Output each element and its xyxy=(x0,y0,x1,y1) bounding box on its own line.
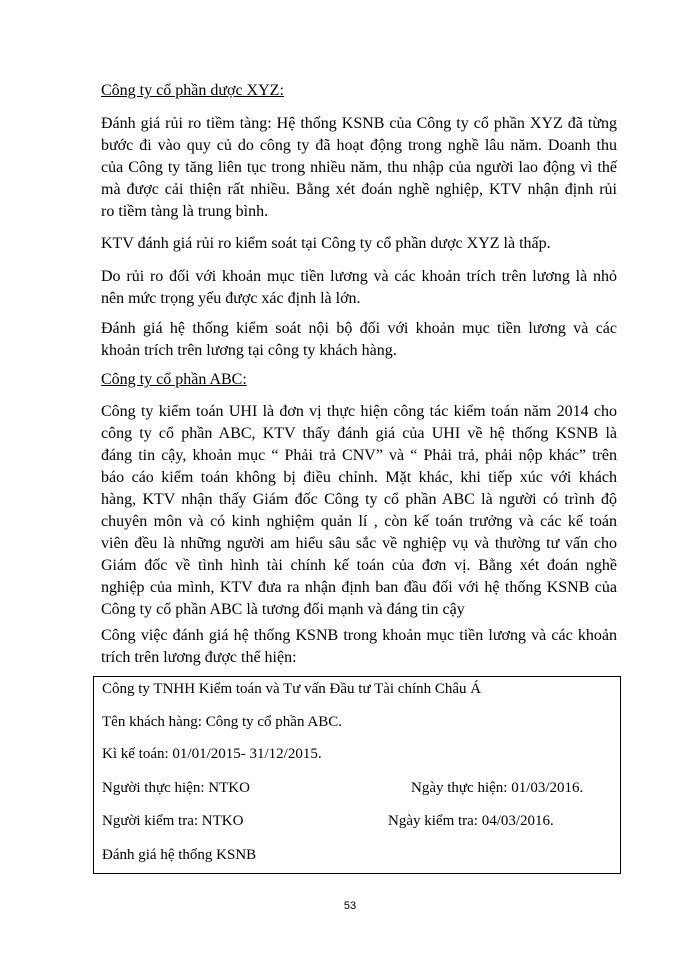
text-line: hàng, KTV nhận thấy Giám đốc Công ty cổ phần ABC là người có trình độ xyxy=(101,491,617,508)
paragraph-abc-work xyxy=(101,625,617,669)
text-line: Do rủi ro đối với khoản mục tiền lương và các khoản trích trên lương là nhỏ xyxy=(101,268,617,285)
reviewer: Người kiểm tra: NTKO xyxy=(102,813,244,829)
section-heading-xyz: Công ty cổ phần dược XYZ: xyxy=(101,82,284,99)
accounting-period: Kì kế toán: 01/01/2015- 31/12/2015. xyxy=(102,746,322,762)
paragraph-abc-assessment xyxy=(101,401,617,621)
client-name: Tên khách hàng: Công ty cổ phần ABC. xyxy=(102,714,342,730)
text-line: đáng tin cậy, khoản mục “ Phải trả CNV” và “ Phải trả, phải nộp khác” trên xyxy=(101,447,617,464)
text-line: ro tiềm tàng là trung bình. xyxy=(101,203,269,220)
page-number: 53 xyxy=(343,900,357,912)
text-line: Đánh giá hệ thống kiểm soát nội bộ đối với khoản mục tiền lương và các xyxy=(101,320,617,337)
text-line: mà được cải thiện rất nhiều. Bằng xét đoán nghề nghiệp, KTV nhận định rủi xyxy=(101,181,617,198)
text-line: nghiệp của mình, KTV đưa ra nhận định ban đầu đối với hệ thống KSNB của xyxy=(101,579,617,596)
section-heading-abc: Công ty cổ phần ABC: xyxy=(101,371,247,388)
text-line: trích trên lương được thể hiện: xyxy=(101,649,297,666)
text-line: Công việc đánh giá hệ thống KSNB trong khoản mục tiền lương và các khoản xyxy=(101,627,617,644)
text-line: Công ty kiểm toán UHI là đơn vị thực hiện công tác kiểm toán năm 2014 cho xyxy=(101,403,617,420)
paragraph-xyz-internal-control xyxy=(101,318,617,362)
text-line: Công ty cổ phần ABC là tương đối mạnh và đáng tin cậy xyxy=(101,601,465,618)
text-line: công ty cổ phần ABC, KTV thấy đánh giá của UHI về hệ thống KSNB là xyxy=(101,425,617,442)
text-line: báo cáo kiểm toán không bị điều chỉnh. Mặt khác, khi tiếp xúc với khách xyxy=(101,469,617,486)
performer: Người thực hiện: NTKO xyxy=(102,780,250,796)
text-line: bước đi vào quy củ do công ty đã hoạt động trong nghề lâu năm. Doanh thu xyxy=(101,137,617,154)
text-line: của Công ty tăng liên tục trong nhiều năm, thu nhập của người lao động vì thế xyxy=(101,159,617,176)
review-date: Ngày kiểm tra: 04/03/2016. xyxy=(388,813,554,829)
paragraph-xyz-risk xyxy=(101,113,617,223)
text-line: chuyên môn và có kinh nghiệm quản lí , còn kế toán trưởng và các kế toán xyxy=(101,513,617,530)
text-line: Giám đốc về tình hình tài chính kế toán của đơn vị. Bằng xét đoán nghề xyxy=(101,557,617,574)
working-paper-title: Đánh giá hệ thống KSNB xyxy=(102,847,257,863)
perform-date: Ngày thực hiện: 01/03/2016. xyxy=(411,780,584,796)
text-line: nên mức trọng yếu được xác định là lớn. xyxy=(101,290,361,307)
paragraph-xyz-control-risk xyxy=(101,233,617,255)
text-line: khoản trích trên lương tại công ty khách hàng. xyxy=(101,342,397,359)
text-line: Đánh giá rủi ro tiềm tàng: Hệ thống KSNB của Công ty cổ phần XYZ đã từng xyxy=(101,115,617,132)
text-line: KTV đánh giá rủi ro kiểm soát tại Công ty cổ phần dược XYZ là thấp. xyxy=(101,235,551,252)
working-paper-header-box xyxy=(93,676,621,874)
paragraph-xyz-materiality xyxy=(101,266,617,310)
text-line: viên đều là những người am hiểu sâu sắc về nghiệp vụ và thường tư vấn cho xyxy=(101,535,617,552)
audit-firm-name: Công ty TNHH Kiểm toán và Tư vấn Đầu tư Tài chính Châu Á xyxy=(102,681,482,697)
